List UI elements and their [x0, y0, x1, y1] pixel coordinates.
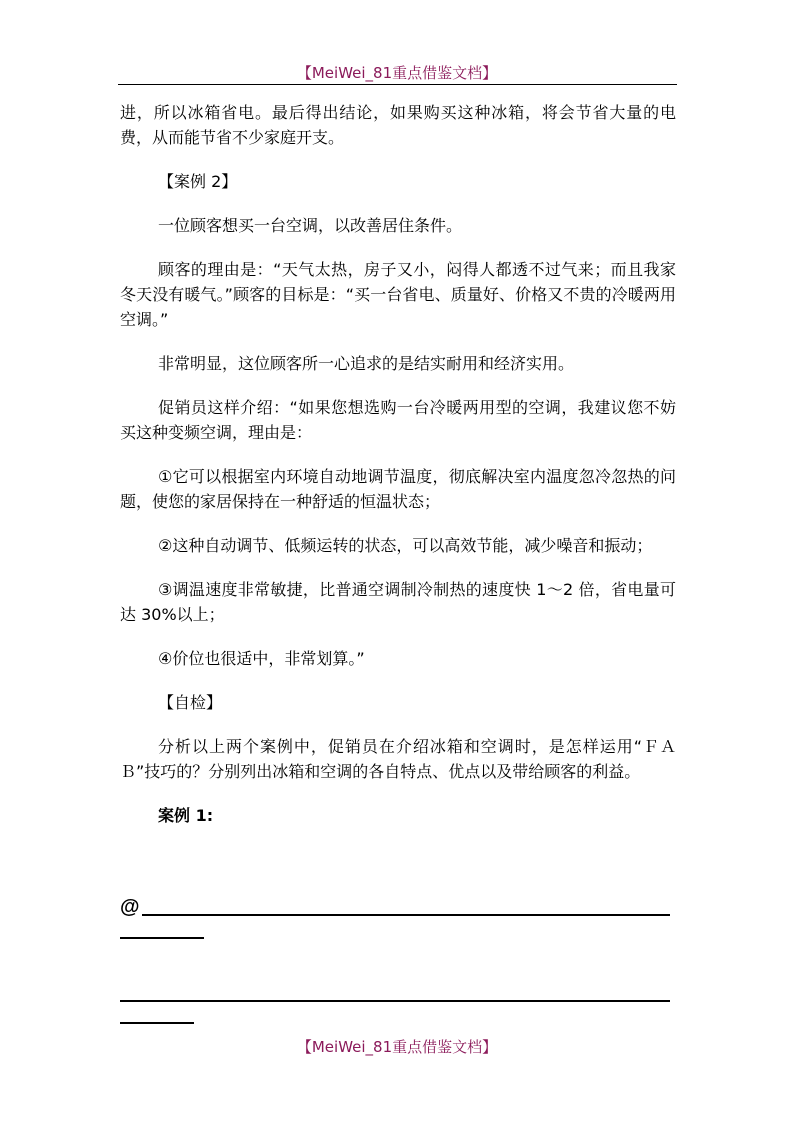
case-1-label: 案例 1:	[158, 806, 214, 825]
answer-line-1-continuation	[120, 937, 204, 939]
answer-prefix: @	[120, 896, 140, 918]
paragraph-5: 促销员这样介绍：“如果您想选购一台冷暖两用型的空调，我建议您不妨买这种变频空调，理由是：	[120, 398, 676, 442]
answer-line-2	[120, 1000, 670, 1002]
paragraph-3: 顾客的理由是：“天气太热，房子又小，闷得人都透不过气来；而且我家冬天没有暖气。”顾客的目标是：“买一台省电、质量好、价格又不贵的冷暖两用空调。”	[120, 260, 676, 329]
section-heading-self-check: 【自检】	[158, 693, 223, 712]
paragraph-4: 非常明显，这位顾客所一心追求的是结实耐用和经济实用。	[158, 354, 575, 373]
list-item-2: ②这种自动调节、低频运转的状态，可以高效节能，减少噪音和振动；	[158, 536, 653, 555]
paragraph-2: 一位顾客想买一台空调，以改善居住条件。	[158, 216, 463, 235]
section-heading-case-2: 【案例 2】	[158, 172, 238, 191]
page-footer: 【MeiWei_81重点借鉴文档】	[296, 1038, 498, 1056]
answer-line-2-continuation	[120, 1022, 194, 1024]
list-item-4: ④价位也很适中，非常划算。”	[158, 649, 365, 668]
list-item-3: ③调温速度非常敏捷，比普通空调制冷制热的速度快 1～2 倍，省电量可达 30%以上；	[120, 580, 676, 624]
paragraph-6: 分析以上两个案例中，促销员在介绍冰箱和空调时，是怎样运用“ＦＡＢ”技巧的？分别列出冰箱和空调的各自特点、优点以及带给顾客的利益。	[120, 737, 676, 781]
page-header: 【MeiWei_81重点借鉴文档】	[296, 64, 498, 82]
list-item-1: ①它可以根据室内环境自动地调节温度，彻底解决室内温度忽冷忽热的问题，使您的家居保持在一种舒适的恒温状态；	[120, 467, 676, 511]
document-body	[120, 100, 676, 828]
paragraph-1: 进，所以冰箱省电。最后得出结论，如果购买这种冰箱，将会节省大量的电费，从而能节省不少家庭开支。	[120, 103, 676, 147]
header-rule	[118, 84, 677, 85]
answer-line-1	[142, 914, 670, 916]
